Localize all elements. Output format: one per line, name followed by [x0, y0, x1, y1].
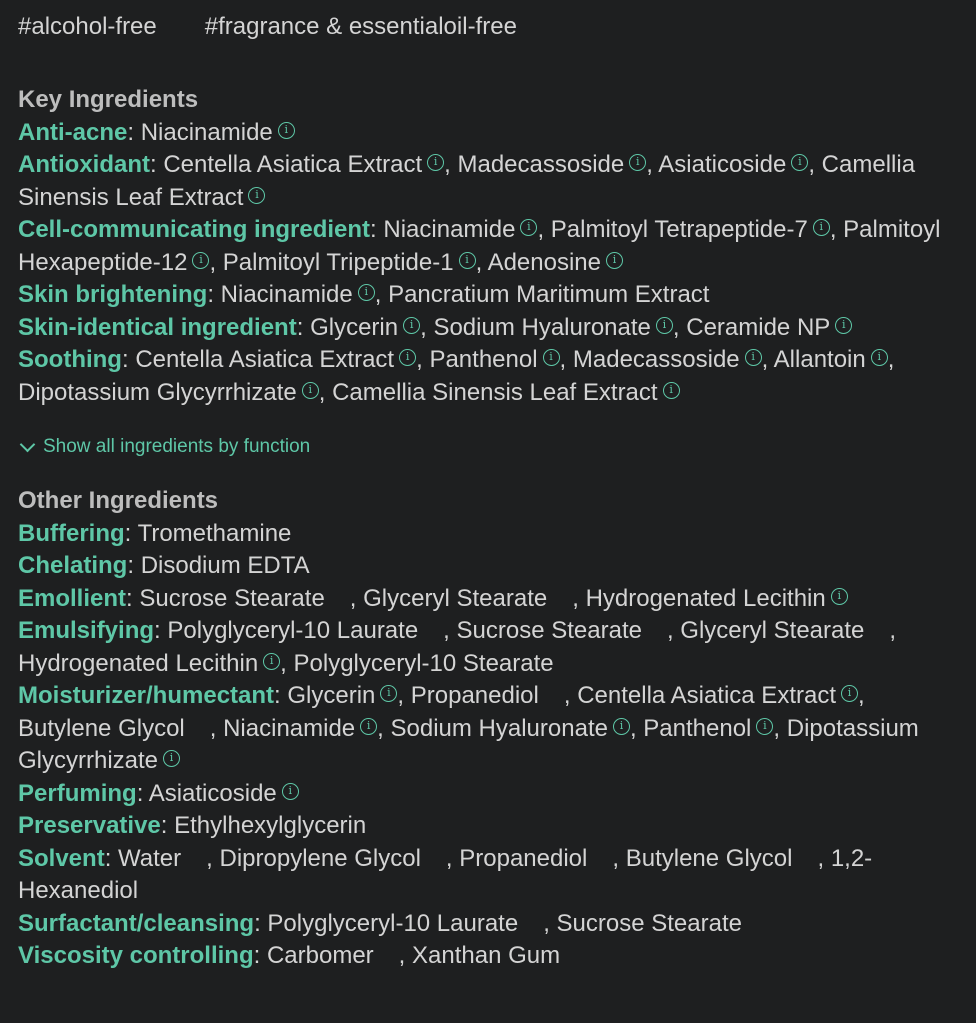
function-label[interactable]: Antioxidant — [18, 151, 150, 178]
function-row-antioxidant — [18, 149, 958, 214]
ingredient-link[interactable]: Allantoin — [773, 346, 866, 373]
function-label[interactable]: Cell-communicating ingredient — [18, 216, 371, 243]
function-label[interactable]: Solvent — [18, 844, 105, 872]
function-label[interactable]: Anti-acne — [18, 118, 128, 146]
function-row-perfuming — [18, 778, 958, 811]
separator: : — [124, 519, 138, 547]
separator: , — [398, 942, 412, 969]
ingredient-link[interactable]: Adenosine — [487, 248, 602, 276]
ingredient-link[interactable]: Sodium Hyaluronate — [433, 313, 651, 341]
info-icon[interactable] — [427, 154, 444, 171]
info-icon[interactable] — [399, 349, 416, 366]
function-label[interactable]: Emollient — [18, 584, 127, 612]
ingredient-link[interactable]: Hydrogenated Lecithin — [585, 584, 826, 612]
separator: : — [253, 942, 267, 969]
ingredient-link[interactable]: Polyglyceryl-10 Laurate — [267, 909, 519, 937]
function-label[interactable]: Moisturizer/humectant — [18, 682, 275, 709]
separator: , — [887, 346, 895, 373]
ingredient-link[interactable]: Asiaticoside — [658, 151, 787, 178]
separator: , — [829, 216, 844, 243]
separator: : — [154, 617, 168, 644]
separator: : — [207, 281, 221, 308]
function-label[interactable]: Preservative — [18, 812, 161, 839]
separator: , — [817, 844, 831, 872]
key-ingredients-list — [18, 117, 958, 410]
ingredient-link[interactable]: Palmitoyl Hexapeptide-12 — [18, 216, 941, 276]
ingredient-link[interactable]: Dipotassium Glycyrrhizate — [18, 714, 919, 774]
separator: : — [296, 313, 311, 341]
ingredient-link[interactable]: Niacinamide — [220, 281, 353, 308]
ingredient-link[interactable]: Panthenol — [429, 346, 538, 373]
info-icon[interactable] — [459, 252, 476, 269]
info-icon[interactable] — [278, 122, 295, 139]
info-icon[interactable] — [656, 317, 673, 334]
info-icon[interactable] — [520, 219, 537, 236]
separator: , — [349, 584, 364, 612]
separator: , — [612, 844, 626, 872]
other-ingredients-title: Other Ingredients — [18, 487, 219, 514]
function-row-solvent — [18, 843, 958, 908]
info-icon[interactable] — [813, 219, 830, 236]
separator: , — [559, 346, 573, 373]
separator: , — [280, 649, 294, 677]
info-icon[interactable] — [871, 349, 888, 366]
ingredient-link[interactable]: Asiaticoside — [148, 779, 277, 807]
ingredient-link[interactable]: Carbomer — [266, 942, 374, 969]
function-row-anti-acne — [18, 117, 958, 150]
separator: , — [420, 313, 434, 341]
ingredient-link[interactable]: Centella Asiatica Extract — [577, 682, 836, 709]
function-label[interactable]: Skin-identical ingredient — [18, 313, 297, 341]
show-all-ingredients-label: Show all ingredients by function — [43, 436, 311, 457]
ingredient-link[interactable]: Sucrose Stearate — [456, 617, 642, 644]
key-ingredients-title: Key Ingredients — [18, 86, 199, 113]
tag-list — [18, 10, 958, 44]
separator: , — [672, 313, 687, 341]
info-icon[interactable] — [663, 382, 680, 399]
ingredient-link[interactable]: Centella Asiatica Extract — [135, 346, 395, 373]
separator: , — [808, 151, 822, 178]
ingredient-link[interactable]: Panthenol — [643, 714, 752, 742]
info-icon[interactable] — [360, 718, 377, 735]
separator: , — [475, 248, 488, 276]
separator: : — [274, 682, 288, 709]
info-icon[interactable] — [841, 685, 858, 702]
ingredient-link[interactable]: Palmitoyl Tetrapeptide-7 — [550, 216, 808, 243]
info-icon[interactable] — [745, 349, 762, 366]
info-icon[interactable] — [163, 750, 180, 767]
separator: : — [121, 346, 136, 373]
separator: , — [209, 248, 223, 276]
separator: : — [127, 118, 141, 146]
info-icon[interactable] — [791, 154, 808, 171]
separator: , — [761, 346, 774, 373]
show-all-ingredients-toggle[interactable] — [18, 434, 958, 460]
function-label[interactable]: Skin brightening — [18, 281, 208, 308]
tag-alcohol-free[interactable]: #alcohol-free — [18, 13, 157, 40]
info-icon[interactable] — [263, 653, 280, 670]
info-icon[interactable] — [282, 783, 299, 800]
function-row-preservative — [18, 810, 958, 843]
ingredient-link[interactable]: Butylene Glycol — [18, 714, 185, 742]
function-label[interactable]: Perfuming — [18, 779, 137, 807]
function-label[interactable]: Buffering — [18, 519, 125, 547]
separator: , — [397, 682, 411, 709]
ingredient-link[interactable]: Water — [118, 844, 182, 872]
separator: , — [858, 682, 865, 709]
function-row-buffering — [18, 518, 958, 551]
info-icon[interactable] — [629, 154, 646, 171]
separator: , — [646, 151, 659, 178]
function-row-emulsifying — [18, 615, 958, 680]
ingredient-link[interactable]: Dipropylene Glycol — [219, 844, 421, 872]
ingredient-link[interactable]: Propanediol — [410, 682, 539, 709]
ingredient-link[interactable]: Glycerin — [310, 313, 399, 341]
info-icon[interactable] — [248, 187, 265, 204]
separator: : — [370, 216, 384, 243]
ingredient-link[interactable]: Centella Asiatica Extract — [163, 151, 423, 178]
separator: , — [537, 216, 551, 243]
separator: , — [209, 714, 224, 742]
ingredient-link[interactable]: 1,2-Hexanediol — [18, 844, 873, 904]
info-icon[interactable] — [192, 252, 209, 269]
ingredient-link[interactable]: Madecassoside — [457, 151, 625, 178]
separator: : — [160, 812, 175, 839]
separator: , — [443, 617, 457, 644]
function-row-viscosity-controlling — [18, 940, 958, 973]
separator: , — [318, 378, 333, 406]
info-icon[interactable] — [613, 718, 630, 735]
ingredient-link[interactable]: Camellia Sinensis Leaf Extract — [332, 378, 658, 406]
ingredient-link[interactable]: Pancratium Maritimum Extract — [388, 281, 710, 308]
function-row-skin-brightening — [18, 279, 958, 312]
separator: , — [444, 151, 458, 178]
separator: , — [445, 844, 460, 872]
function-label[interactable]: Chelating — [18, 552, 128, 579]
function-row-skin-identical-ingredient — [18, 312, 958, 345]
ingredient-link[interactable]: Ethylhexylglycerin — [174, 812, 367, 839]
info-icon[interactable] — [831, 588, 848, 605]
separator: : — [104, 844, 119, 872]
ingredient-link[interactable]: Glycerin — [287, 682, 376, 709]
ingredient-link[interactable]: Tromethamine — [137, 519, 292, 547]
separator: : — [136, 779, 149, 807]
separator: , — [572, 584, 586, 612]
separator: : — [150, 151, 164, 178]
ingredient-link[interactable]: Palmitoyl Tripeptide-1 — [222, 248, 454, 276]
ingredient-link[interactable]: Camellia Sinensis Leaf Extract — [18, 151, 916, 211]
separator: , — [374, 281, 389, 308]
separator: : — [254, 909, 268, 937]
separator: , — [206, 844, 220, 872]
function-row-chelating — [18, 550, 958, 583]
ingredient-link[interactable]: Niacinamide — [383, 216, 516, 243]
separator: , — [773, 714, 787, 742]
function-row-moisturizer-humectant — [18, 680, 958, 778]
info-icon[interactable] — [358, 284, 375, 301]
function-label[interactable]: Soothing — [18, 346, 122, 373]
function-row-soothing — [18, 344, 958, 409]
function-label[interactable]: Viscosity controlling — [18, 942, 254, 969]
function-row-emollient — [18, 583, 958, 616]
ingredient-link[interactable]: Hydrogenated Lecithin — [18, 649, 259, 677]
separator: , — [666, 617, 681, 644]
separator: : — [126, 584, 140, 612]
tag-fragrance-free[interactable]: #fragrance & essentialoil-free — [204, 13, 517, 40]
separator: , — [543, 909, 557, 937]
chevron-down-icon — [20, 436, 36, 452]
info-icon[interactable] — [606, 252, 623, 269]
ingredient-link[interactable]: Niacinamide — [140, 118, 273, 146]
info-icon[interactable] — [543, 349, 560, 366]
function-label[interactable]: Surfactant/cleansing — [18, 909, 255, 937]
ingredient-link[interactable]: Sucrose Stearate — [556, 909, 742, 937]
ingredient-link[interactable]: Ceramide NP — [686, 313, 831, 341]
ingredient-link[interactable]: Butylene Glycol — [625, 844, 793, 872]
info-icon[interactable] — [756, 718, 773, 735]
ingredient-link[interactable]: Sucrose Stearate — [139, 584, 325, 612]
ingredient-link[interactable]: Madecassoside — [572, 346, 740, 373]
ingredient-link[interactable]: Sodium Hyaluronate — [390, 714, 608, 742]
ingredient-link[interactable]: Glyceryl Stearate — [680, 617, 865, 644]
other-ingredients-list — [18, 518, 958, 973]
ingredient-link[interactable]: Propanediol — [459, 844, 588, 872]
function-row-cell-communicating-ingredient — [18, 214, 958, 279]
info-icon[interactable] — [403, 317, 420, 334]
separator: , — [889, 617, 897, 644]
separator: : — [127, 552, 141, 579]
info-icon[interactable] — [302, 382, 319, 399]
separator: , — [416, 346, 430, 373]
function-row-surfactant-cleansing — [18, 908, 958, 941]
info-icon[interactable] — [835, 317, 852, 334]
separator: , — [377, 714, 391, 742]
function-label[interactable]: Emulsifying — [18, 617, 155, 644]
ingredient-link[interactable]: Dipotassium Glycyrrhizate — [18, 378, 297, 406]
separator: , — [629, 714, 644, 742]
ingredient-link[interactable]: Niacinamide — [223, 714, 356, 742]
separator: , — [563, 682, 578, 709]
ingredient-link[interactable]: Glyceryl Stearate — [363, 584, 548, 612]
ingredient-link[interactable]: Polyglyceryl-10 Laurate — [167, 617, 419, 644]
info-icon[interactable] — [380, 685, 397, 702]
ingredient-link[interactable]: Polyglyceryl-10 Stearate — [293, 649, 554, 677]
ingredient-link[interactable]: Xanthan Gum — [412, 942, 561, 969]
ingredient-link[interactable]: Disodium EDTA — [140, 552, 310, 579]
